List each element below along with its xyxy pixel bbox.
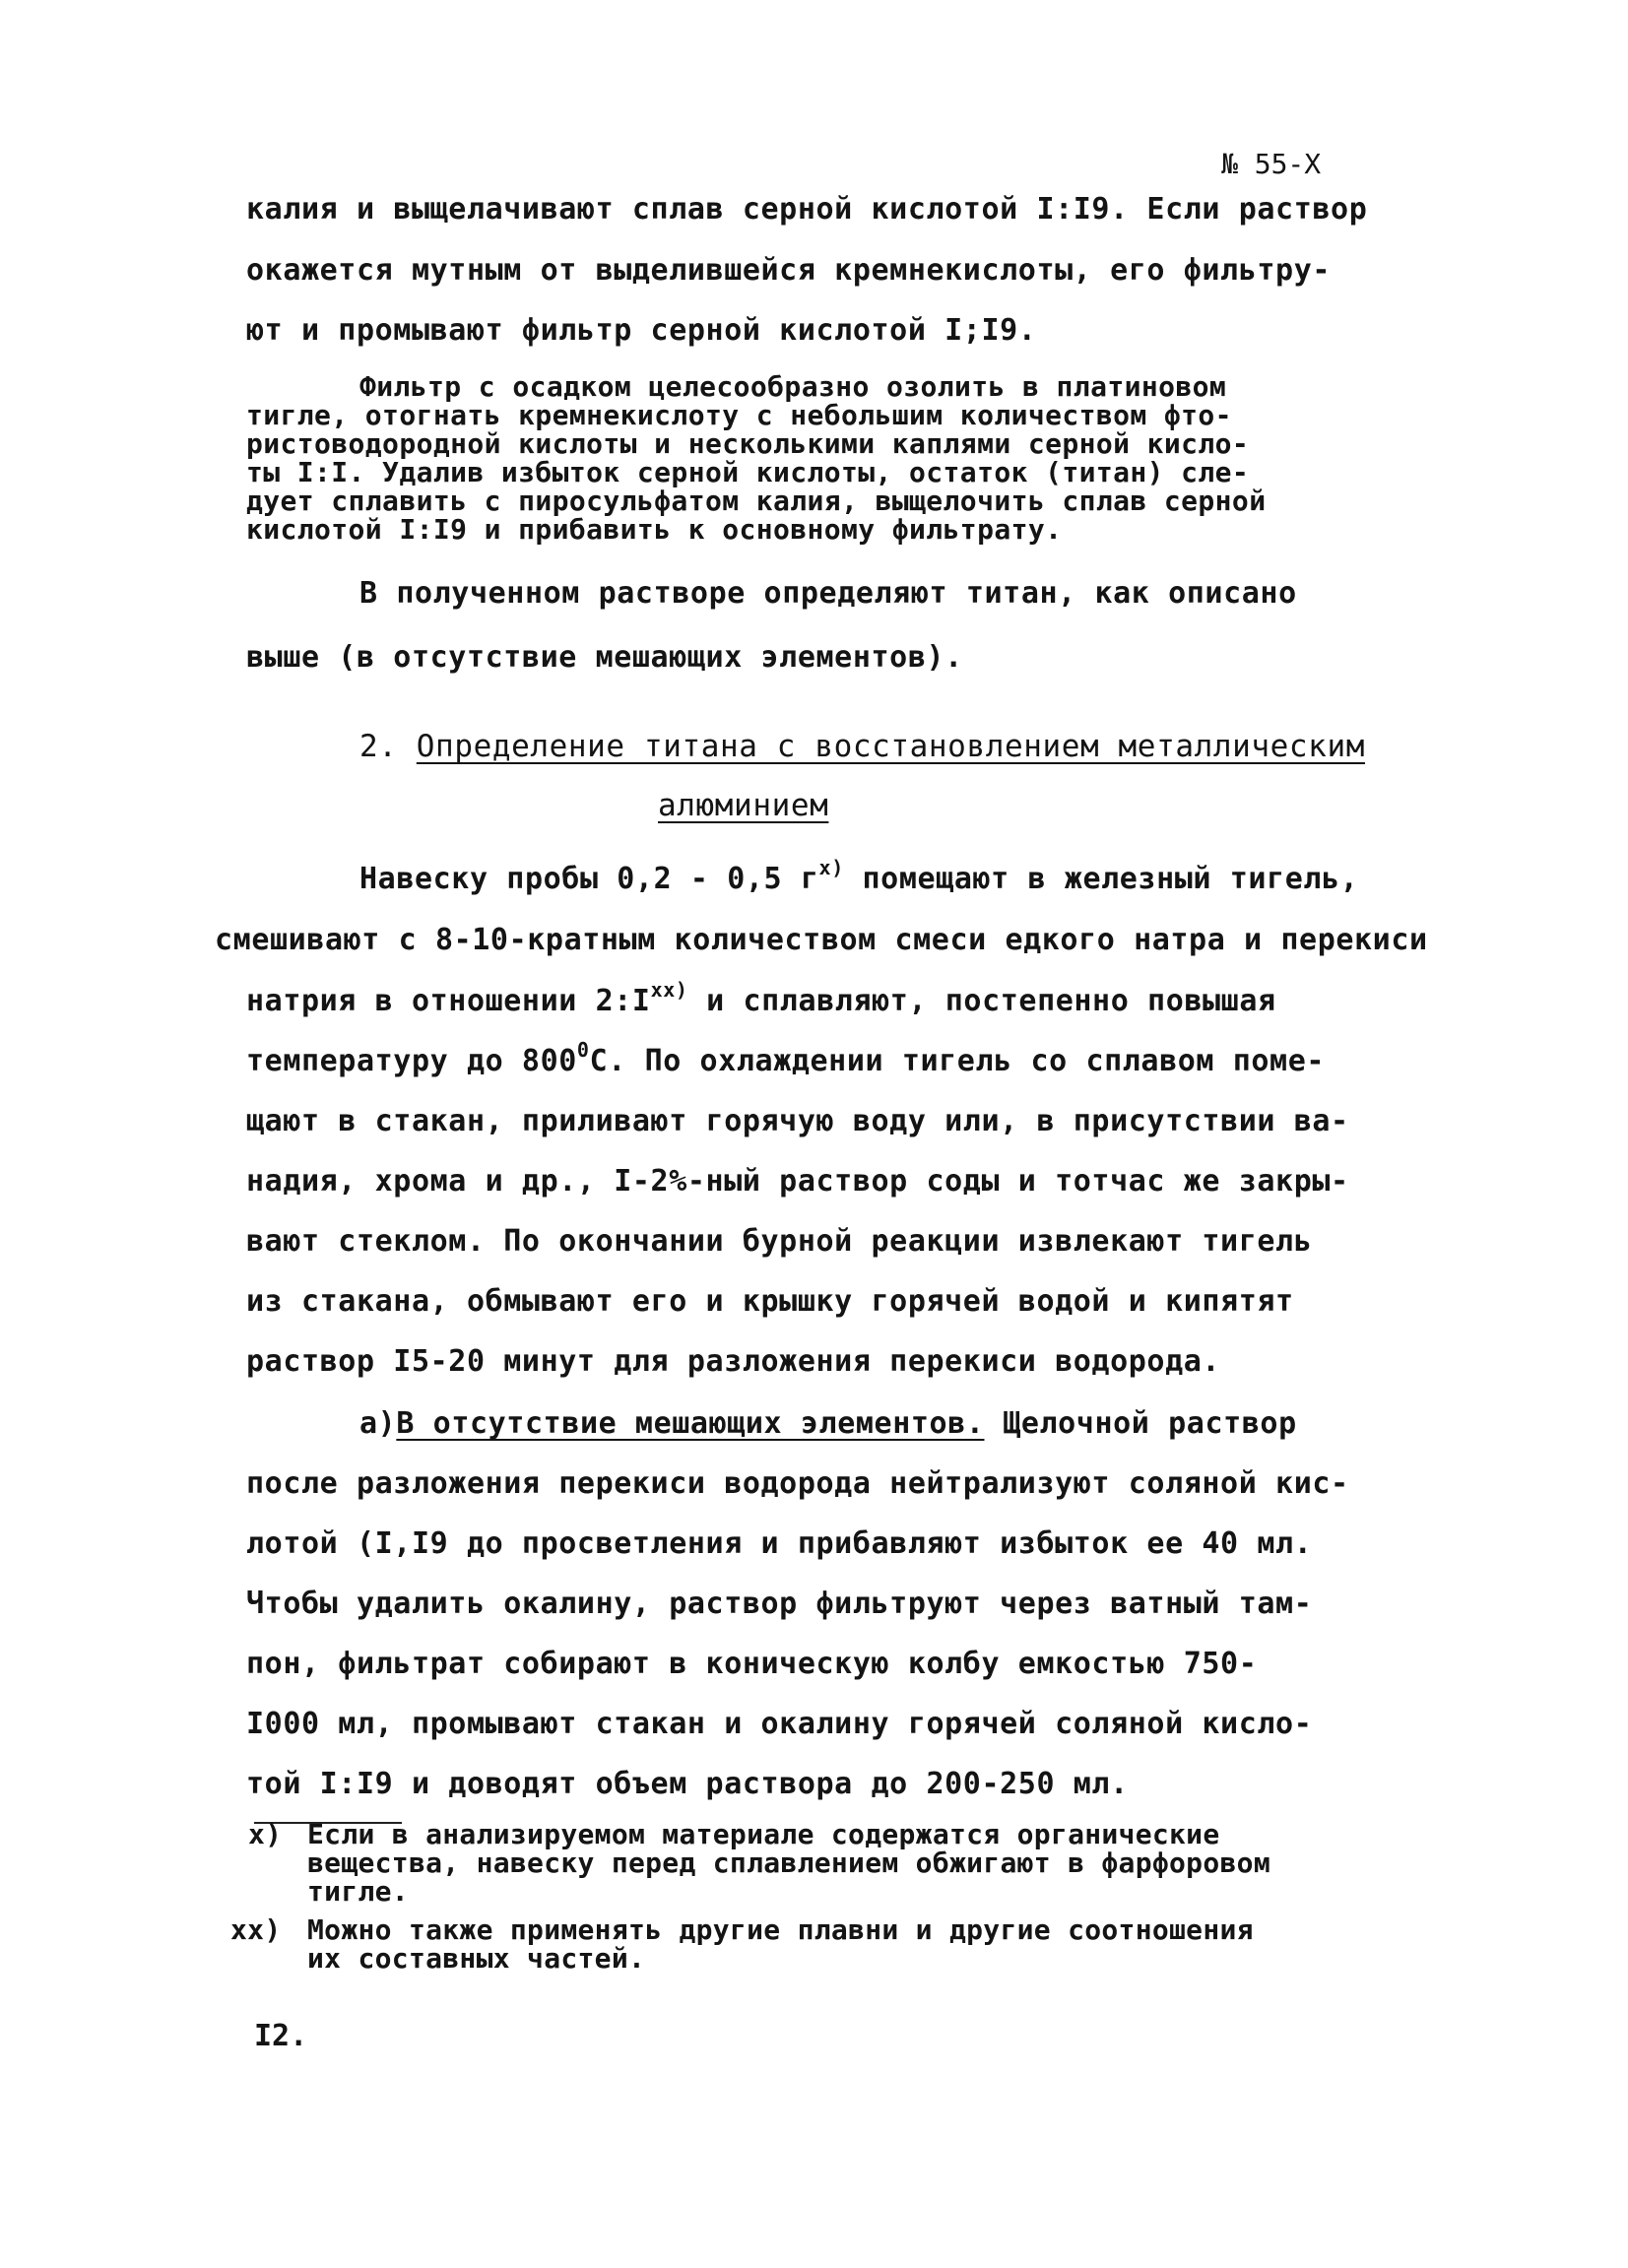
filter-paragraph-line-6: кислотой I:I9 и прибавить к основному фильтрату. — [246, 513, 1063, 546]
method-line-4-rest: С. По охлаждении тигель со сплавом поме- — [589, 1044, 1326, 1078]
filter-paragraph-line-3: ристоводородной кислоты и несколькими каплями серной кисло- — [246, 427, 1250, 460]
method-line-8: из стакана, обмывают его и крышку горячей водой и кипятят — [246, 1284, 1294, 1319]
page-number: I2. — [254, 2019, 308, 2053]
section-number: 2. — [359, 729, 398, 764]
method-line-1-text: Навеску пробы 0,2 - 0,5 г — [359, 862, 819, 896]
subsection-a-line-1 — [359, 1406, 1297, 1441]
section-heading-line-1 — [359, 729, 1365, 764]
subsection-a-first-line-rest: Щелочной раствор — [984, 1406, 1297, 1441]
intro-line-2: окажется мутным от выделившейся кремнекислоты, его фильтру- — [246, 253, 1332, 288]
footnote-1-line-1: Если в анализируемом материале содержатся органические — [307, 1818, 1220, 1850]
method-line-4 — [246, 1038, 1326, 1078]
subsection-a-line-5: пон, фильтрат собирают в коническую колбу емкостью 750- — [246, 1647, 1258, 1681]
method-line-3-rest: и сплавляют, постепенно повышая — [687, 984, 1276, 1018]
method-line-6: надия, хрома и др., I-2%-ный раствор соды и тотчас же закры- — [246, 1164, 1349, 1199]
intro-line-1: калия и выщелачивают сплав серной кислотой I:I9. Если раствор — [246, 192, 1368, 227]
section-heading-line-2 — [658, 788, 828, 823]
subsection-a-heading: В отсутствие мешающих элементов. — [396, 1406, 985, 1441]
method-line-1-rest: помещают в железный тигель, — [843, 862, 1359, 896]
footnote-2-marker: хх) — [230, 1913, 282, 1946]
degree-mark: 0 — [576, 1038, 590, 1062]
filter-paragraph-line-5: дует сплавить с пиросульфатом калия, выщелочить сплав серной — [246, 485, 1267, 517]
subsection-a-prefix: а) — [359, 1406, 397, 1441]
document-number: № 55-Х — [1221, 148, 1322, 180]
subsection-a-line-7: той I:I9 и доводят объем раствора до 200-250 мл. — [246, 1767, 1129, 1801]
method-line-5: щают в стакан, приливают горячую воду или, в присутствии ва- — [246, 1104, 1349, 1138]
method-line-9: раствор I5-20 минут для разложения перекиси водорода. — [246, 1344, 1221, 1379]
method-line-1 — [359, 856, 1359, 896]
filter-paragraph-line-4: ты I:I. Удалив избыток серной кислоты, остаток (титан) сле- — [246, 456, 1250, 488]
subsection-a-line-6: I000 мл, промывают стакан и окалину горячей соляной кисло- — [246, 1707, 1313, 1741]
result-line-1: В полученном растворе определяют титан, как описано — [359, 576, 1297, 611]
footnote-2-line-2: их составных частей. — [307, 1942, 646, 1975]
section-title: Определение титана с восстановлением металлическим — [416, 729, 1365, 764]
subsection-a-line-3: лотой (I,I9 до просветления и прибавляют избыток ее 40 мл. — [246, 1526, 1313, 1561]
section-title-continued: алюминием — [658, 788, 829, 823]
method-line-3-text: натрия в отношении 2:I — [246, 984, 651, 1018]
method-line-3 — [246, 978, 1276, 1018]
footnote-2-line-1: Можно также применять другие плавни и другие соотношения — [307, 1913, 1254, 1946]
footnote-1-line-2: вещества, навеску перед сплавлением обжигают в фарфоровом — [307, 1847, 1270, 1879]
method-line-2: смешивают с 8-10-кратным количеством смеси едкого натра и перекиси — [215, 923, 1428, 957]
method-line-7: вают стеклом. По окончании бурной реакции извлекают тигель — [246, 1224, 1313, 1259]
intro-line-3: ют и промывают фильтр серной кислотой I;I9. — [246, 313, 1037, 348]
footnote-ref-2: хх) — [650, 978, 688, 1002]
subsection-a-line-4: Чтобы удалить окалину, раствор фильтруют через ватный там- — [246, 1587, 1313, 1621]
filter-paragraph-line-1: Фильтр с осадком целесообразно озолить в платиновом — [359, 370, 1227, 403]
footnote-ref-1: х) — [818, 856, 844, 879]
footnote-1-line-3: тигле. — [307, 1875, 409, 1908]
method-line-4-text: температуру до 800 — [246, 1044, 577, 1078]
filter-paragraph-line-2: тигле, отогнать кремнекислоту с небольшим количеством фто- — [246, 399, 1232, 431]
subsection-a-line-2: после разложения перекиси водорода нейтрализуют соляной кис- — [246, 1466, 1349, 1501]
result-line-2: выше (в отсутствие мешающих элементов). — [246, 640, 963, 675]
footnote-1-marker: х) — [248, 1818, 283, 1850]
